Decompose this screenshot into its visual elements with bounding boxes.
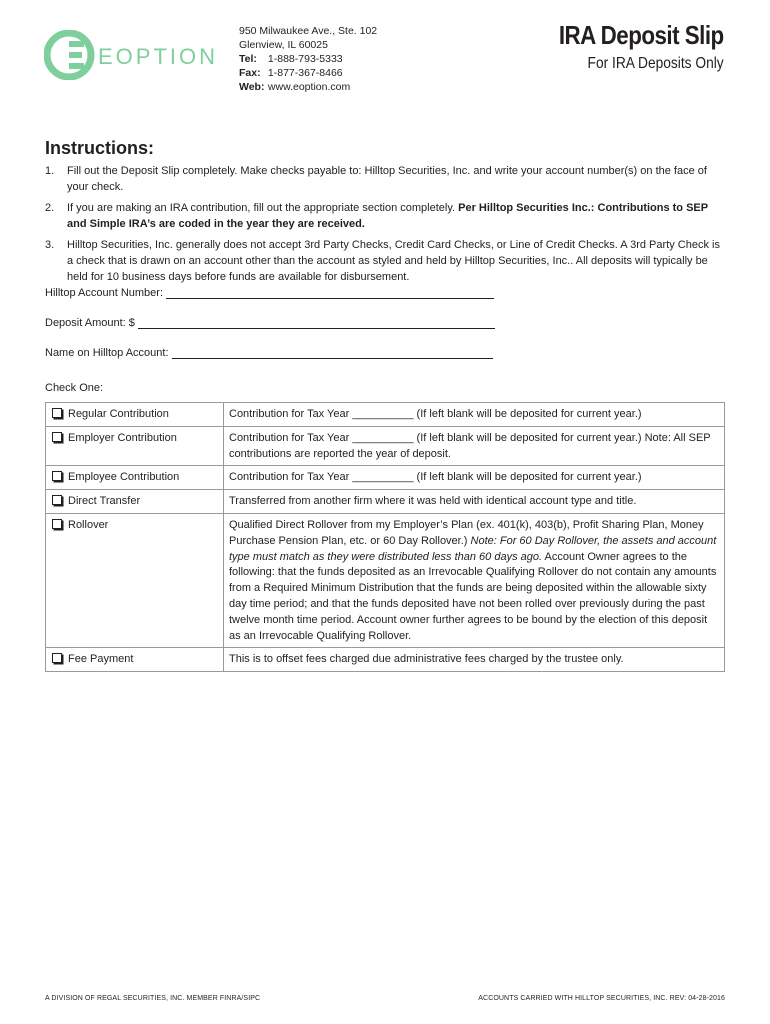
web-value: www.eoption.com xyxy=(267,81,351,93)
option-description: Transferred from another firm where it was held with identical account type and title. xyxy=(224,490,725,514)
check-one-label: Check One: xyxy=(45,382,104,394)
table-row xyxy=(46,403,725,427)
instructions-heading: Instructions: xyxy=(45,138,155,158)
checkbox-icon[interactable] xyxy=(52,432,62,442)
account-number-line[interactable] xyxy=(166,287,494,299)
account-number-field xyxy=(45,287,494,299)
checkbox-icon[interactable] xyxy=(52,519,62,529)
instructions-list xyxy=(45,164,727,291)
instruction-bold-text: Per Hilltop Securities Inc.: Contributions to SEP and Simple IRA’s are coded in the year they are received. xyxy=(67,202,708,230)
instruction-number: 3. xyxy=(45,239,55,252)
option-cell[interactable] xyxy=(46,426,224,466)
table-row xyxy=(46,426,725,466)
title-block xyxy=(532,20,724,73)
option-label: Employer Contribution xyxy=(68,431,177,444)
account-name-label: Name on Hilltop Account: xyxy=(45,347,169,359)
option-cell[interactable] xyxy=(46,466,224,490)
address-line-2: Glenview, IL 60025 xyxy=(239,39,328,51)
instruction-text: If you are making an IRA contribution, fill out the appropriate section completely. xyxy=(67,202,459,215)
web-row xyxy=(239,80,377,94)
logo-wordmark: EOPTION xyxy=(98,44,219,69)
fax-value: 1-877-367-8466 xyxy=(267,67,343,79)
tel-value: 1-888-793-5333 xyxy=(267,53,343,65)
option-cell[interactable] xyxy=(46,648,224,672)
option-description: Contribution for Tax Year __________ (If left blank will be deposited for current year.) xyxy=(224,403,725,427)
fax-row xyxy=(239,66,377,80)
deposit-amount-line[interactable] xyxy=(138,317,495,329)
option-label: Employee Contribution xyxy=(68,471,180,484)
option-label: Fee Payment xyxy=(68,653,134,666)
checkbox-icon[interactable] xyxy=(52,471,62,481)
option-cell[interactable] xyxy=(46,403,224,427)
option-description: This is to offset fees charged due administrative fees charged by the trustee only. xyxy=(224,648,725,672)
option-cell[interactable] xyxy=(46,490,224,514)
option-description: Qualified Direct Rollover from my Employer’s Plan (ex. 401(k), 403(b), Profit Sharing Plan, Money Purchase Pension Plan, etc. or 60 Day Rollover.) xyxy=(229,518,704,547)
checkbox-icon[interactable] xyxy=(52,495,62,505)
option-note-italic: Note: For 60 Day Rollover, the assets and account type must match as they were distributed less than 60 days ago. xyxy=(229,534,717,563)
deposit-amount-field xyxy=(45,317,495,329)
company-address xyxy=(239,24,377,94)
option-label: Rollover xyxy=(68,518,109,531)
web-label: Web: xyxy=(239,81,265,93)
account-name-line[interactable] xyxy=(172,347,493,359)
document-title: IRA Deposit Slip xyxy=(559,20,724,50)
instruction-number: 2. xyxy=(45,202,55,215)
instruction-number: 1. xyxy=(45,165,55,177)
option-label: Direct Transfer xyxy=(68,495,141,508)
footer-left: A DIVISION OF REGAL SECURITIES, INC. MEMBER FINRA/SIPC xyxy=(45,995,261,1002)
option-description-wrap xyxy=(224,513,725,647)
instruction-item xyxy=(45,238,727,285)
checkbox-icon[interactable] xyxy=(52,653,62,663)
option-description: Contribution for Tax Year __________ (If left blank will be deposited for current year.) xyxy=(224,466,725,490)
instruction-item xyxy=(45,201,727,232)
account-number-label: Hilltop Account Number: xyxy=(45,287,163,299)
document-subtitle: For IRA Deposits Only xyxy=(587,55,724,72)
footer-right: ACCOUNTS CARRIED WITH HILLTOP SECURITIES, INC. REV: 04-28-2016 xyxy=(478,995,725,1002)
table-row xyxy=(46,490,725,514)
instruction-text: Hilltop Securities, Inc. generally does not accept 3rd Party Checks, Credit Card Checks, or Line of Credit Checks. A 3rd Party Check is a check that is drawn on an account other than the account as styled and held by Hilltop Securities, Inc.. All deposits will typically be held for 10 business days before funds are available for disbursement. xyxy=(67,239,720,283)
fax-label: Fax: xyxy=(239,67,261,79)
table-row xyxy=(46,648,725,672)
eoption-logo-mark xyxy=(44,30,228,80)
option-description: Contribution for Tax Year __________ (If left blank will be deposited for current year.) Note: All SEP contributions are reported the year of deposit. xyxy=(224,426,725,466)
deposit-amount-label: Deposit Amount: $ xyxy=(45,317,135,329)
deposit-type-table xyxy=(45,402,725,672)
instruction-text-wrap xyxy=(67,201,727,232)
tel-row xyxy=(239,52,377,66)
table-row xyxy=(46,466,725,490)
address-line-1: 950 Milwaukee Ave., Ste. 102 xyxy=(239,25,378,37)
option-label: Regular Contribution xyxy=(68,408,169,420)
eoption-logo xyxy=(44,30,228,85)
tel-label: Tel: xyxy=(239,53,257,65)
instruction-text: Fill out the Deposit Slip completely. Make checks payable to: Hilltop Securities, Inc. and write your account number(s) on the face of your check. xyxy=(67,165,707,193)
checkbox-icon[interactable] xyxy=(52,408,62,418)
option-cell[interactable] xyxy=(46,513,224,647)
account-name-field xyxy=(45,347,493,359)
option-description-tail: Account Owner agrees to the following: that the funds deposited as an Irrevocable Qualifying Rollover do not contain any amounts from a Required Minimum Distribution that the funds are being deposited within the allowable sixty day time period; and that the funds deposited have not been rolled over previously during the past twelve month time period. Account owner further agrees to be bound by the election of this deposit as an Irrevocable Qualifying Rollover. xyxy=(229,550,717,642)
table-row xyxy=(46,513,725,647)
instruction-item xyxy=(45,164,727,195)
